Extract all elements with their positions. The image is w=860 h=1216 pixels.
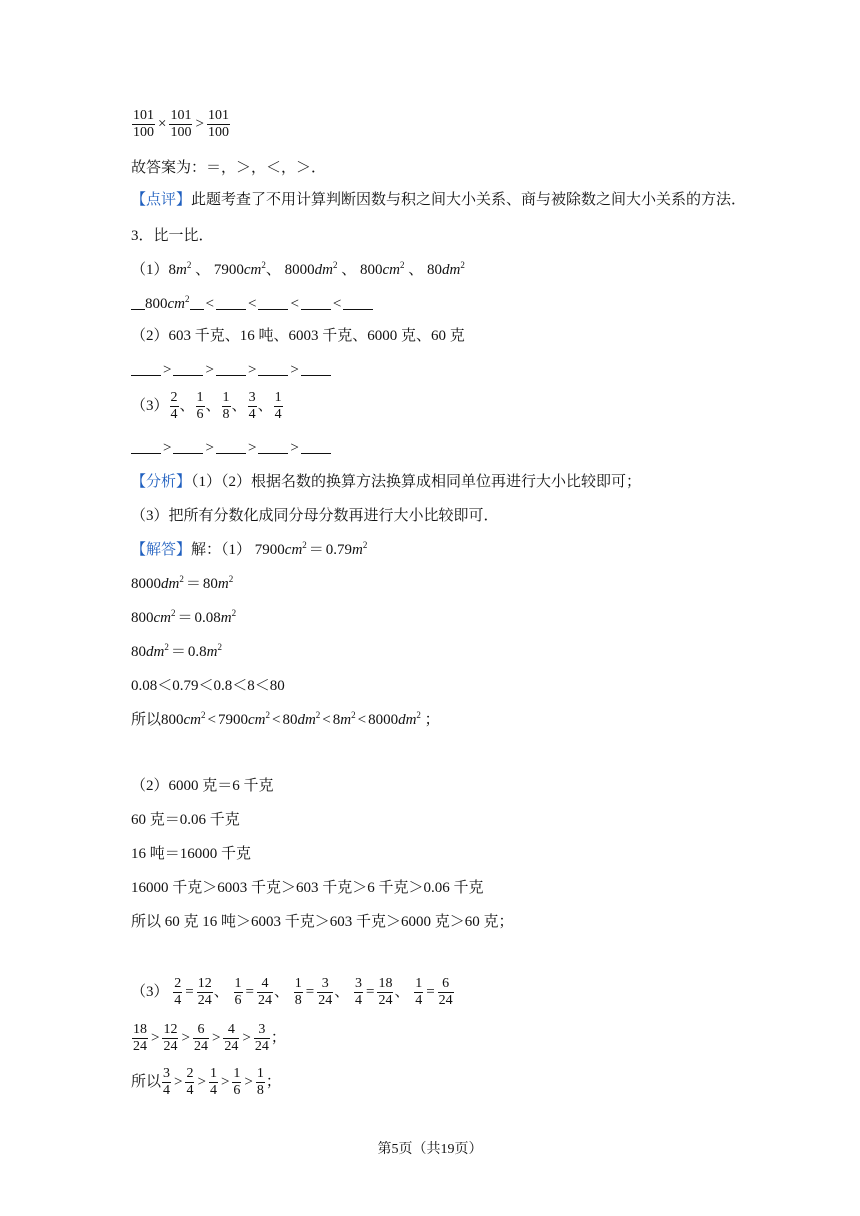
fraction: $\frac{2}{4}$ [186,1066,194,1098]
fraction: $\frac{2}{4}$ [174,976,182,1008]
solution: 【解答】解：（1） $7900cm^2 = 0.79m^2$ [131,540,368,558]
solution-line: 所以 60 克 16 吨＞6003 千克＞603 千克＞6000 克＞60 克； [131,914,514,930]
fraction: $\frac{12}{24}$ [163,1022,178,1054]
q3-part1-blanks: $800cm^2$ < < < < [131,294,373,314]
fraction: $\frac{101}{100}$ [170,108,192,140]
fraction: $\frac{6}{24}$ [193,1022,208,1054]
fraction: $\frac{3}{24}$ [318,976,333,1008]
q3-part2-blanks: > > > > [131,360,331,380]
fraction: $\frac{3}{4}$ [248,390,256,422]
answer-blank[interactable] [173,439,203,454]
answer-blank[interactable] [190,295,204,310]
answer-blank[interactable] [343,295,373,310]
comment-text: 此题考查了不用计算判断因数与积之间大小关系、商与被除数之间大小关系的方法． [191,192,747,208]
top-fraction-expression: $\frac{101}{100}$ × $\frac{101}{100}$ > $\frac{101}{100}$ [133,108,229,140]
fraction: $\frac{18}{24}$ [378,976,393,1008]
answer-blank[interactable] [216,439,246,454]
fraction: $\frac{101}{100}$ [133,108,154,140]
solution-line: 60 克＝0.06 千克 [131,812,240,828]
fraction: $\frac{1}{8}$ [222,390,230,422]
answer-blank[interactable] [301,295,331,310]
fraction: $\frac{1}{4}$ [415,976,423,1008]
answer-blank[interactable] [131,295,145,310]
comment-tag: 【点评】 [131,192,192,208]
analysis: 【分析】（1）（2）根据名数的换算方法换算成相同单位再进行大小比较即可； [131,474,642,490]
q3-part1: $(1)8m^2$ 、 $7900cm^2$、 $8000dm^2$ 、 $800cm^2$ 、 $80dm^2$ [131,260,465,278]
fraction: $\frac{3}{24}$ [254,1022,269,1054]
q3-part3-blanks: > > > > [131,438,331,458]
solution-line: （2）6000 克＝6 千克 [131,778,274,794]
solution-line: 16000 千克＞6003 千克＞603 千克＞6 千克＞0.06 千克 [131,880,484,896]
solution-part3-conversions: （3） $\frac{2}{4}$ = $\frac{12}{24}$ 、 $\frac{1}{6}$ = $\frac{4}{24}$ 、 $\frac{1}{8}$ = $\frac{3}{24}$ 、 $\frac{3}{4}$ = $\frac{18}{24}$ 、 $\frac{1}{4}$ = $\frac{6}{24}$ [131,976,453,1008]
solution-tag: 【解答】 [131,542,192,558]
answer-blank[interactable] [216,361,246,376]
fraction: $\frac{1}{6}$ [196,390,204,422]
fraction: $\frac{2}{4}$ [170,390,178,422]
fraction: $\frac{1}{8}$ [294,976,302,1008]
fraction: $\frac{3}{4}$ [163,1066,171,1098]
fraction: $\frac{1}{8}$ [256,1066,264,1098]
answer-blank[interactable] [258,295,288,310]
answer-blank[interactable] [258,361,288,376]
answer-blank[interactable] [301,439,331,454]
answer-blank[interactable] [131,439,161,454]
fraction: $\frac{1}{6}$ [233,1066,241,1098]
solution-line: 16 吨＝16000 千克 [131,846,252,862]
fraction: $\frac{101}{100}$ [207,108,229,140]
solution-part3-final: 所以 $\frac{3}{4}$ > $\frac{2}{4}$ > $\frac{1}{4}$ > $\frac{1}{6}$ > $\frac{1}{8}$ ； [131,1066,281,1098]
answer-blank[interactable] [173,361,203,376]
comment [131,190,746,210]
q3-part2: （2）603 千克、16 吨、6003 千克、6000 克、60 克 [131,328,465,344]
fraction: $\frac{4}{24}$ [257,976,272,1008]
solution-line: $80dm^2 = 0.8m^2$ [131,642,222,660]
page-footer: 第5页（共19页） [377,1142,483,1157]
fraction: $\frac{1}{6}$ [234,976,242,1008]
solution-line: $800cm^2 = 0.08m^2$ [131,608,237,626]
solution-line: 0.08＜0.79＜0.8＜8＜80 [131,678,285,694]
answer-blank[interactable] [131,361,161,376]
fraction: $\frac{3}{4}$ [354,976,362,1008]
q3-part3: （3） $\frac{2}{4}$ 、 $\frac{1}{6}$ 、 $\frac{1}{8}$ 、 $\frac{3}{4}$ 、 $\frac{1}{4}$ [131,390,282,422]
answer-blank[interactable] [258,439,288,454]
answer-blank[interactable] [301,361,331,376]
fraction: $\frac{18}{24}$ [133,1022,147,1054]
solution-line: $8000dm^2 = 80m^2$ [131,574,234,592]
fraction: $\frac{4}{24}$ [224,1022,239,1054]
question-3-title: 3．比一比． [131,228,214,244]
fraction: $\frac{1}{4}$ [274,390,282,422]
analysis-line2: （3）把所有分数化成同分母分数再进行大小比较即可． [131,508,499,524]
fraction: $\frac{6}{24}$ [438,976,453,1008]
solution-line: 所以$800cm^2 < 7900cm^2 < 80dm^2 < 8m^2 < 8000dm^2$ ； [131,710,440,728]
analysis-tag: 【分析】 [131,474,192,490]
answer-blank[interactable] [216,295,246,310]
solution-part3-order: $\frac{18}{24}$ > $\frac{12}{24}$ > $\frac{6}{24}$ > $\frac{4}{24}$ > $\frac{3}{24}$ ； [133,1022,286,1054]
fraction: $\frac{1}{4}$ [209,1066,217,1098]
fraction: $\frac{12}{24}$ [197,976,212,1008]
answer-line: 故答案为：＝，＞，＜，＞． [131,160,327,176]
